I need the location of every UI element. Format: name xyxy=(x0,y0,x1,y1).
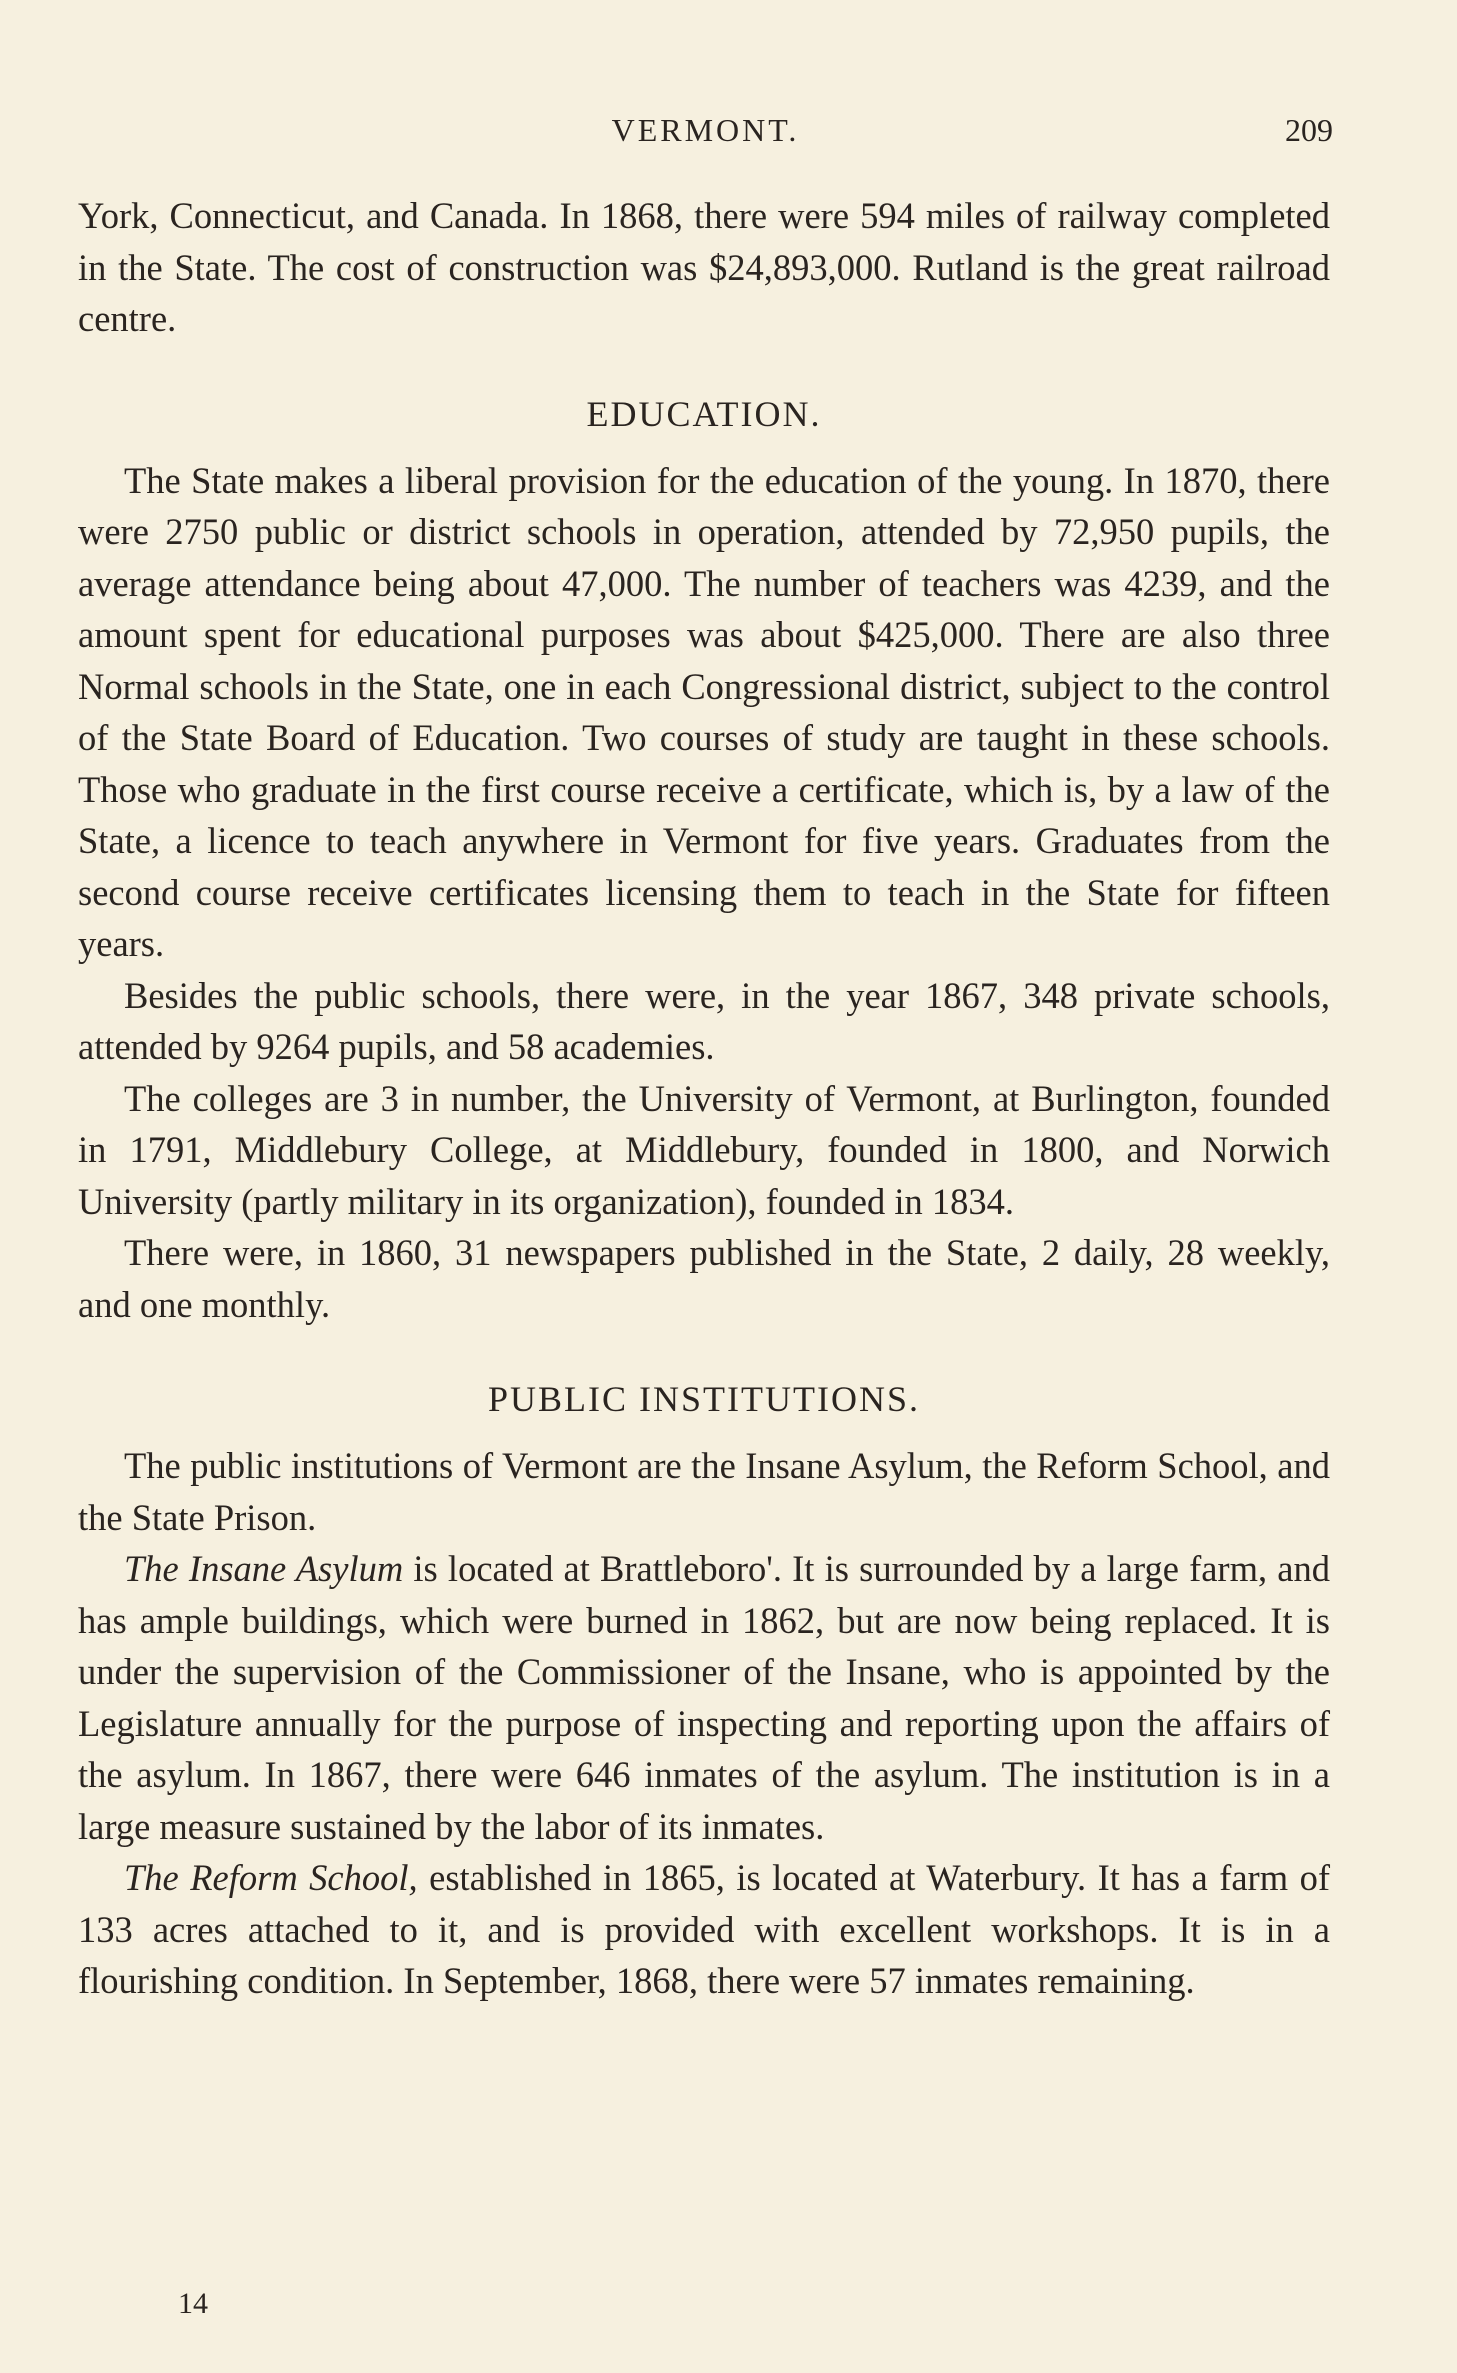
education-paragraph-4: There were, in 1860, 31 newspapers published in the State, 2 daily, 28 weekly, and one monthly. xyxy=(78,1232,1330,1325)
railways-paragraph: York, Connecticut, and Canada. In 1868, there were 594 miles of railway completed in the State. The cost of construction was $24,893,000. Rutland is the great railroad centre. xyxy=(78,195,1330,339)
page-number: 209 xyxy=(1285,112,1333,148)
education-heading: EDUCATION. xyxy=(586,393,822,434)
institutions-paragraph-1: The public institutions of Vermont are the Insane Asylum, the Reform School, and the State Prison. xyxy=(78,1445,1330,1538)
reform-school-title: The Reform School, xyxy=(124,1857,418,1898)
reform-school-paragraph xyxy=(78,1852,1330,2007)
insane-asylum-text: is located at Brattleboro'. It is surrounded by a large farm, and has ample buildings, which were burned in 1862, but are now being replaced. It is under the supervision of the Commissioner of the Insane, who is appointed by the Legislature annually for the purpose of inspecting and reporting upon the affairs of the asylum. In 1867, there were 646 inmates of the asylum. The institution is in a large measure sustained by the labor of its inmates. xyxy=(78,1548,1330,1847)
insane-asylum-title: The Insane Asylum xyxy=(124,1548,404,1589)
body-text xyxy=(78,190,1330,2007)
page-header xyxy=(78,112,1333,152)
reform-school-text: established in 1865, is located at Waterbury. It has a farm of 133 acres attached to it, and is provided with excellent workshops. It is in a flourishing condition. In September, 1868, there were 57 inmates remaining. xyxy=(78,1857,1330,2001)
education-paragraph-1: The State makes a liberal provision for the education of the young. In 1870, there were 2750 public or district schools in operation, attended by 72,950 pupils, the average attendance being about 47,000. The number of teachers was 4239, and the amount spent for educational purposes was about $425,000. There are also three Normal schools in the State, one in each Congressional district, subject to the control of the State Board of Education. Two courses of study are taught in these schools. Those who graduate in the first course receive a certificate, which is, by a law of the State, a licence to teach anywhere in Vermont for five years. Graduates from the second course receive certificates licensing them to teach in the State for fifteen years. xyxy=(78,459,1330,964)
education-paragraph-2: Besides the public schools, there were, in the year 1867, 348 private schools, attended by 9264 pupils, and 58 academies. xyxy=(78,974,1330,1067)
insane-asylum-paragraph xyxy=(78,1543,1330,1852)
public-institutions-heading: PUBLIC INSTITUTIONS. xyxy=(488,1379,920,1419)
running-head: VERMONT. xyxy=(611,112,800,148)
education-paragraph-3: The colleges are 3 in number, the University of Vermont, at Burlington, founded in 1791, Middlebury College, at Middlebury, founded in 1800, and Norwich University (partly military in its organization), founded in 1834. xyxy=(78,1077,1330,1222)
signature-mark: 14 xyxy=(178,2287,208,2320)
